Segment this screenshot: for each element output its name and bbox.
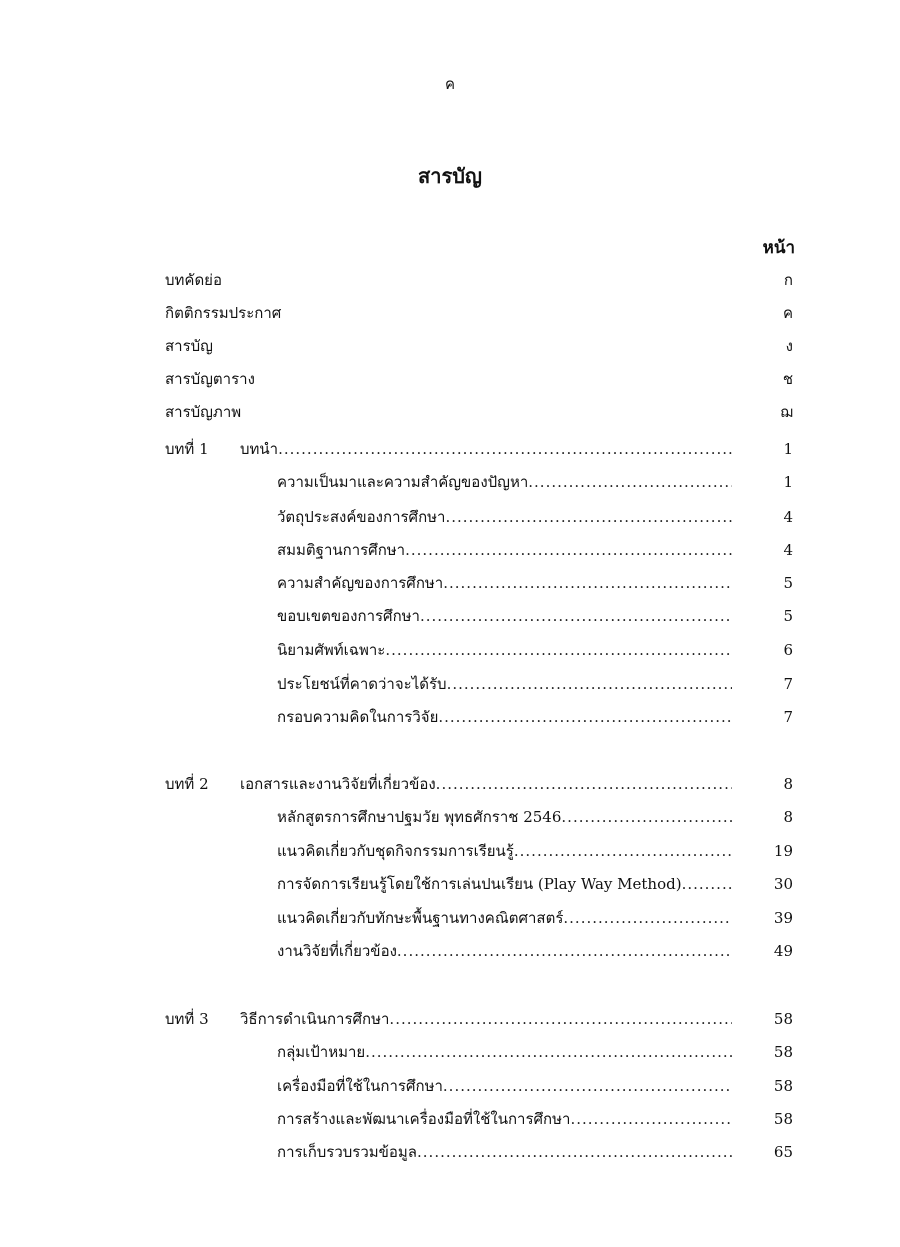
- dot-leader: [447, 669, 732, 699]
- section-title: แนวคิดเกี่ยวกับทักษะพื้นฐานทางคณิตศาสตร์: [277, 909, 564, 927]
- toc-section[interactable]: [0, 502, 900, 532]
- toc-page: 58: [773, 1077, 793, 1095]
- toc-page: 49: [773, 942, 793, 960]
- dot-leader: [443, 1071, 732, 1101]
- page-title: สารบัญ: [418, 164, 482, 188]
- toc-front-item[interactable]: [0, 397, 900, 427]
- toc-page: 4: [783, 508, 793, 526]
- page-number: ค: [444, 75, 456, 93]
- toc-label: บทคัดย่อ: [165, 271, 222, 289]
- toc-page: 8: [783, 775, 793, 793]
- toc-front-item[interactable]: [0, 331, 900, 361]
- dot-leader: [365, 1037, 732, 1067]
- toc-section[interactable]: [0, 802, 900, 832]
- toc-label: สารบัญตาราง: [165, 370, 255, 388]
- section-title: ความสำคัญของการศึกษา: [277, 574, 444, 592]
- toc-label: สารบัญ: [165, 337, 213, 355]
- dot-leader: [445, 502, 732, 532]
- chapter-title: วิธีการดำเนินการศึกษา: [240, 1010, 390, 1028]
- toc-section[interactable]: [0, 702, 900, 732]
- toc-page: ฌ: [780, 403, 793, 421]
- section-title: ขอบเขตของการศึกษา: [277, 607, 420, 625]
- toc-section[interactable]: [0, 1037, 900, 1067]
- section-title: หลักสูตรการศึกษาปฐมวัย พุทธศักราช 2546: [277, 808, 562, 826]
- chapter-title: เอกสารและงานวิจัยที่เกี่ยวข้อง: [240, 775, 436, 793]
- toc-section[interactable]: [0, 1137, 900, 1167]
- section-title: นิยามศัพท์เฉพาะ: [277, 641, 386, 659]
- toc-page: 7: [783, 708, 793, 726]
- dot-leader: [389, 1004, 732, 1034]
- toc-page: 65: [773, 1143, 793, 1161]
- section-title: กรอบความคิดในการวิจัย: [277, 708, 439, 726]
- toc-page: ช: [782, 370, 793, 388]
- toc-front-item[interactable]: [0, 265, 900, 295]
- toc-page: 8: [783, 808, 793, 826]
- toc-label: สารบัญภาพ: [165, 403, 242, 421]
- toc-front-item[interactable]: [0, 364, 900, 394]
- dot-leader: [278, 434, 732, 464]
- page-column-label: หน้า: [762, 238, 795, 258]
- section-title: สมมติฐานการศึกษา: [277, 541, 406, 559]
- section-title: แนวคิดเกี่ยวกับชุดกิจกรรมการเรียนรู้: [277, 842, 514, 860]
- toc-chapter-3[interactable]: [0, 1004, 900, 1034]
- section-title: ประโยชน์ที่คาดว่าจะได้รับ: [277, 675, 447, 693]
- toc-section[interactable]: [0, 568, 900, 598]
- toc-section[interactable]: [0, 669, 900, 699]
- toc-section[interactable]: [0, 936, 900, 966]
- dot-leader: [443, 568, 732, 598]
- chapter-number: บทที่ 1: [165, 440, 209, 458]
- toc-page: ก: [783, 271, 793, 289]
- toc-section[interactable]: [0, 535, 900, 565]
- toc-page: 5: [783, 607, 793, 625]
- toc-front-item[interactable]: [0, 298, 900, 328]
- toc-section[interactable]: [0, 635, 900, 665]
- section-title: การสร้างและพัฒนาเครื่องมือที่ใช้ในการศึกษา: [277, 1110, 571, 1128]
- section-title: การเก็บรวบรวมข้อมูล: [277, 1143, 418, 1161]
- dot-leader: [420, 601, 732, 631]
- dot-leader: [438, 702, 732, 732]
- chapter-number: บทที่ 2: [165, 775, 209, 793]
- dot-leader: [561, 802, 732, 832]
- dot-leader: [563, 903, 732, 933]
- chapter-number: บทที่ 3: [165, 1010, 209, 1028]
- toc-section[interactable]: [0, 1071, 900, 1101]
- toc-chapter-2[interactable]: [0, 769, 900, 799]
- dot-leader: [570, 1104, 732, 1134]
- section-title: ความเป็นมาและความสำคัญของปัญหา: [277, 473, 529, 491]
- toc-page: 58: [773, 1110, 793, 1128]
- toc-page: 7: [783, 675, 793, 693]
- chapter-title: บทนำ: [240, 440, 279, 458]
- section-title: เครื่องมือที่ใช้ในการศึกษา: [277, 1077, 443, 1095]
- dot-leader: [436, 769, 732, 799]
- dot-leader: [397, 936, 732, 966]
- dot-leader: [405, 535, 732, 565]
- toc-chapter-1[interactable]: [0, 434, 900, 464]
- toc-page: 19: [773, 842, 793, 860]
- toc-page: 58: [773, 1043, 793, 1061]
- toc-page: ค: [782, 304, 793, 322]
- section-title: กลุ่มเป้าหมาย: [277, 1043, 366, 1061]
- toc-page: 58: [773, 1010, 793, 1028]
- toc-page: 39: [773, 909, 793, 927]
- toc-section[interactable]: [0, 903, 900, 933]
- toc-section[interactable]: [0, 1104, 900, 1134]
- toc-section[interactable]: [0, 836, 900, 866]
- dot-leader: [514, 836, 732, 866]
- toc-section[interactable]: [0, 601, 900, 631]
- dot-leader: [528, 467, 732, 497]
- section-title: วัตถุประสงค์ของการศึกษา: [277, 508, 446, 526]
- toc-label: กิตติกรรมประกาศ: [165, 304, 282, 322]
- section-title: งานวิจัยที่เกี่ยวข้อง: [277, 942, 397, 960]
- dot-leader: [682, 869, 732, 899]
- toc-page: 6: [783, 641, 793, 659]
- toc-section[interactable]: [0, 869, 900, 899]
- toc-page: 5: [783, 574, 793, 592]
- toc-section[interactable]: [0, 467, 900, 497]
- toc-page: 4: [783, 541, 793, 559]
- dot-leader: [385, 635, 732, 665]
- toc-page: 30: [773, 875, 793, 893]
- toc-page: 1: [783, 440, 793, 458]
- section-title: การจัดการเรียนรู้โดยใช้การเล่นปนเรียน (Play Way Method): [277, 875, 682, 893]
- toc-page: 1: [783, 473, 793, 491]
- dot-leader: [417, 1137, 732, 1167]
- toc-page: ง: [785, 337, 793, 355]
